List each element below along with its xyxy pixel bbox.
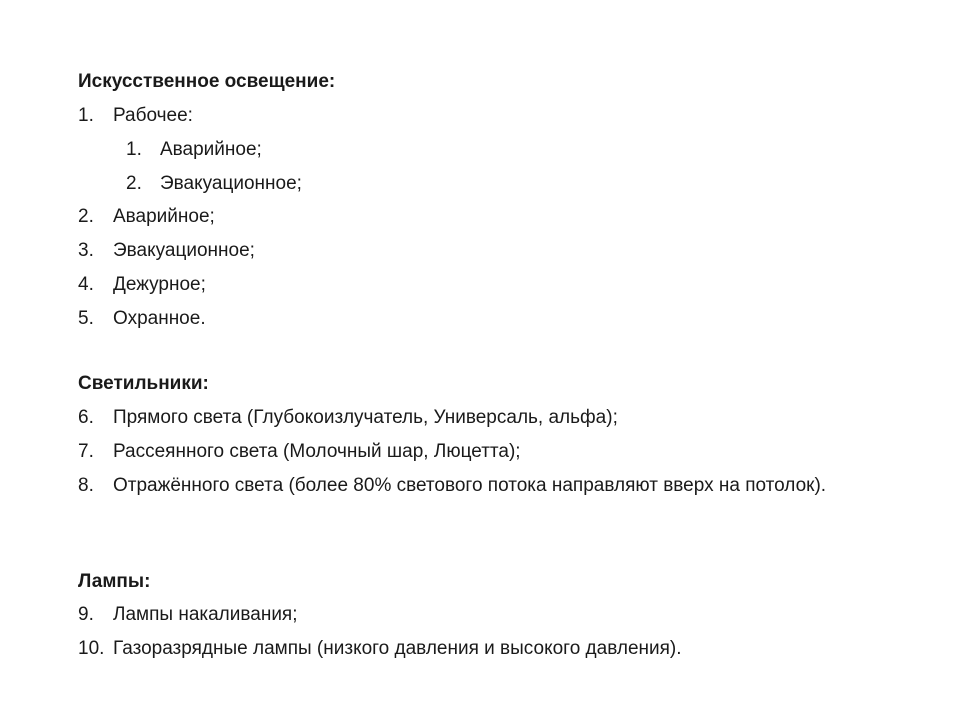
list-item-number: 2. xyxy=(78,206,94,227)
list-item-text: Дежурное; xyxy=(113,274,206,295)
section-heading-lighting: Искусственное освещение: xyxy=(78,71,336,92)
list-item-number: 8. xyxy=(78,475,94,496)
list-item-text: Отражённого света (более 80% светового потока направляют вверх на потолок). xyxy=(113,475,827,496)
list-item-text: Газоразрядные лампы (низкого давления и высокого давления). xyxy=(113,638,682,659)
list-item-number: 4. xyxy=(78,274,94,295)
list-item-number: 10. xyxy=(78,638,105,659)
list-item-number: 1. xyxy=(78,105,94,126)
list-item-number: 1. xyxy=(126,139,142,160)
list-item-text: Прямого света (Глубокоизлучатель, Универсаль, альфа); xyxy=(113,407,618,428)
section-heading-lamps: Лампы: xyxy=(78,571,151,592)
section-heading-fixtures: Светильники: xyxy=(78,373,209,394)
list-item-number: 9. xyxy=(78,604,94,625)
list-item-text: Рабочее: xyxy=(113,105,193,126)
list-item-text: Лампы накаливания; xyxy=(113,604,298,625)
list-item-text: Аварийное; xyxy=(160,139,262,160)
list-item-number: 5. xyxy=(78,308,94,329)
list-item-number: 3. xyxy=(78,240,94,261)
list-item-text: Эвакуационное; xyxy=(113,240,255,261)
list-item-text: Рассеянного света (Молочный шар, Люцетта); xyxy=(113,441,521,462)
list-item-number: 6. xyxy=(78,407,94,428)
list-item-number: 7. xyxy=(78,441,94,462)
list-item-text: Охранное. xyxy=(113,308,206,329)
list-item-text: Аварийное; xyxy=(113,206,215,227)
list-item-text: Эвакуационное; xyxy=(160,173,302,194)
list-item-number: 2. xyxy=(126,173,142,194)
